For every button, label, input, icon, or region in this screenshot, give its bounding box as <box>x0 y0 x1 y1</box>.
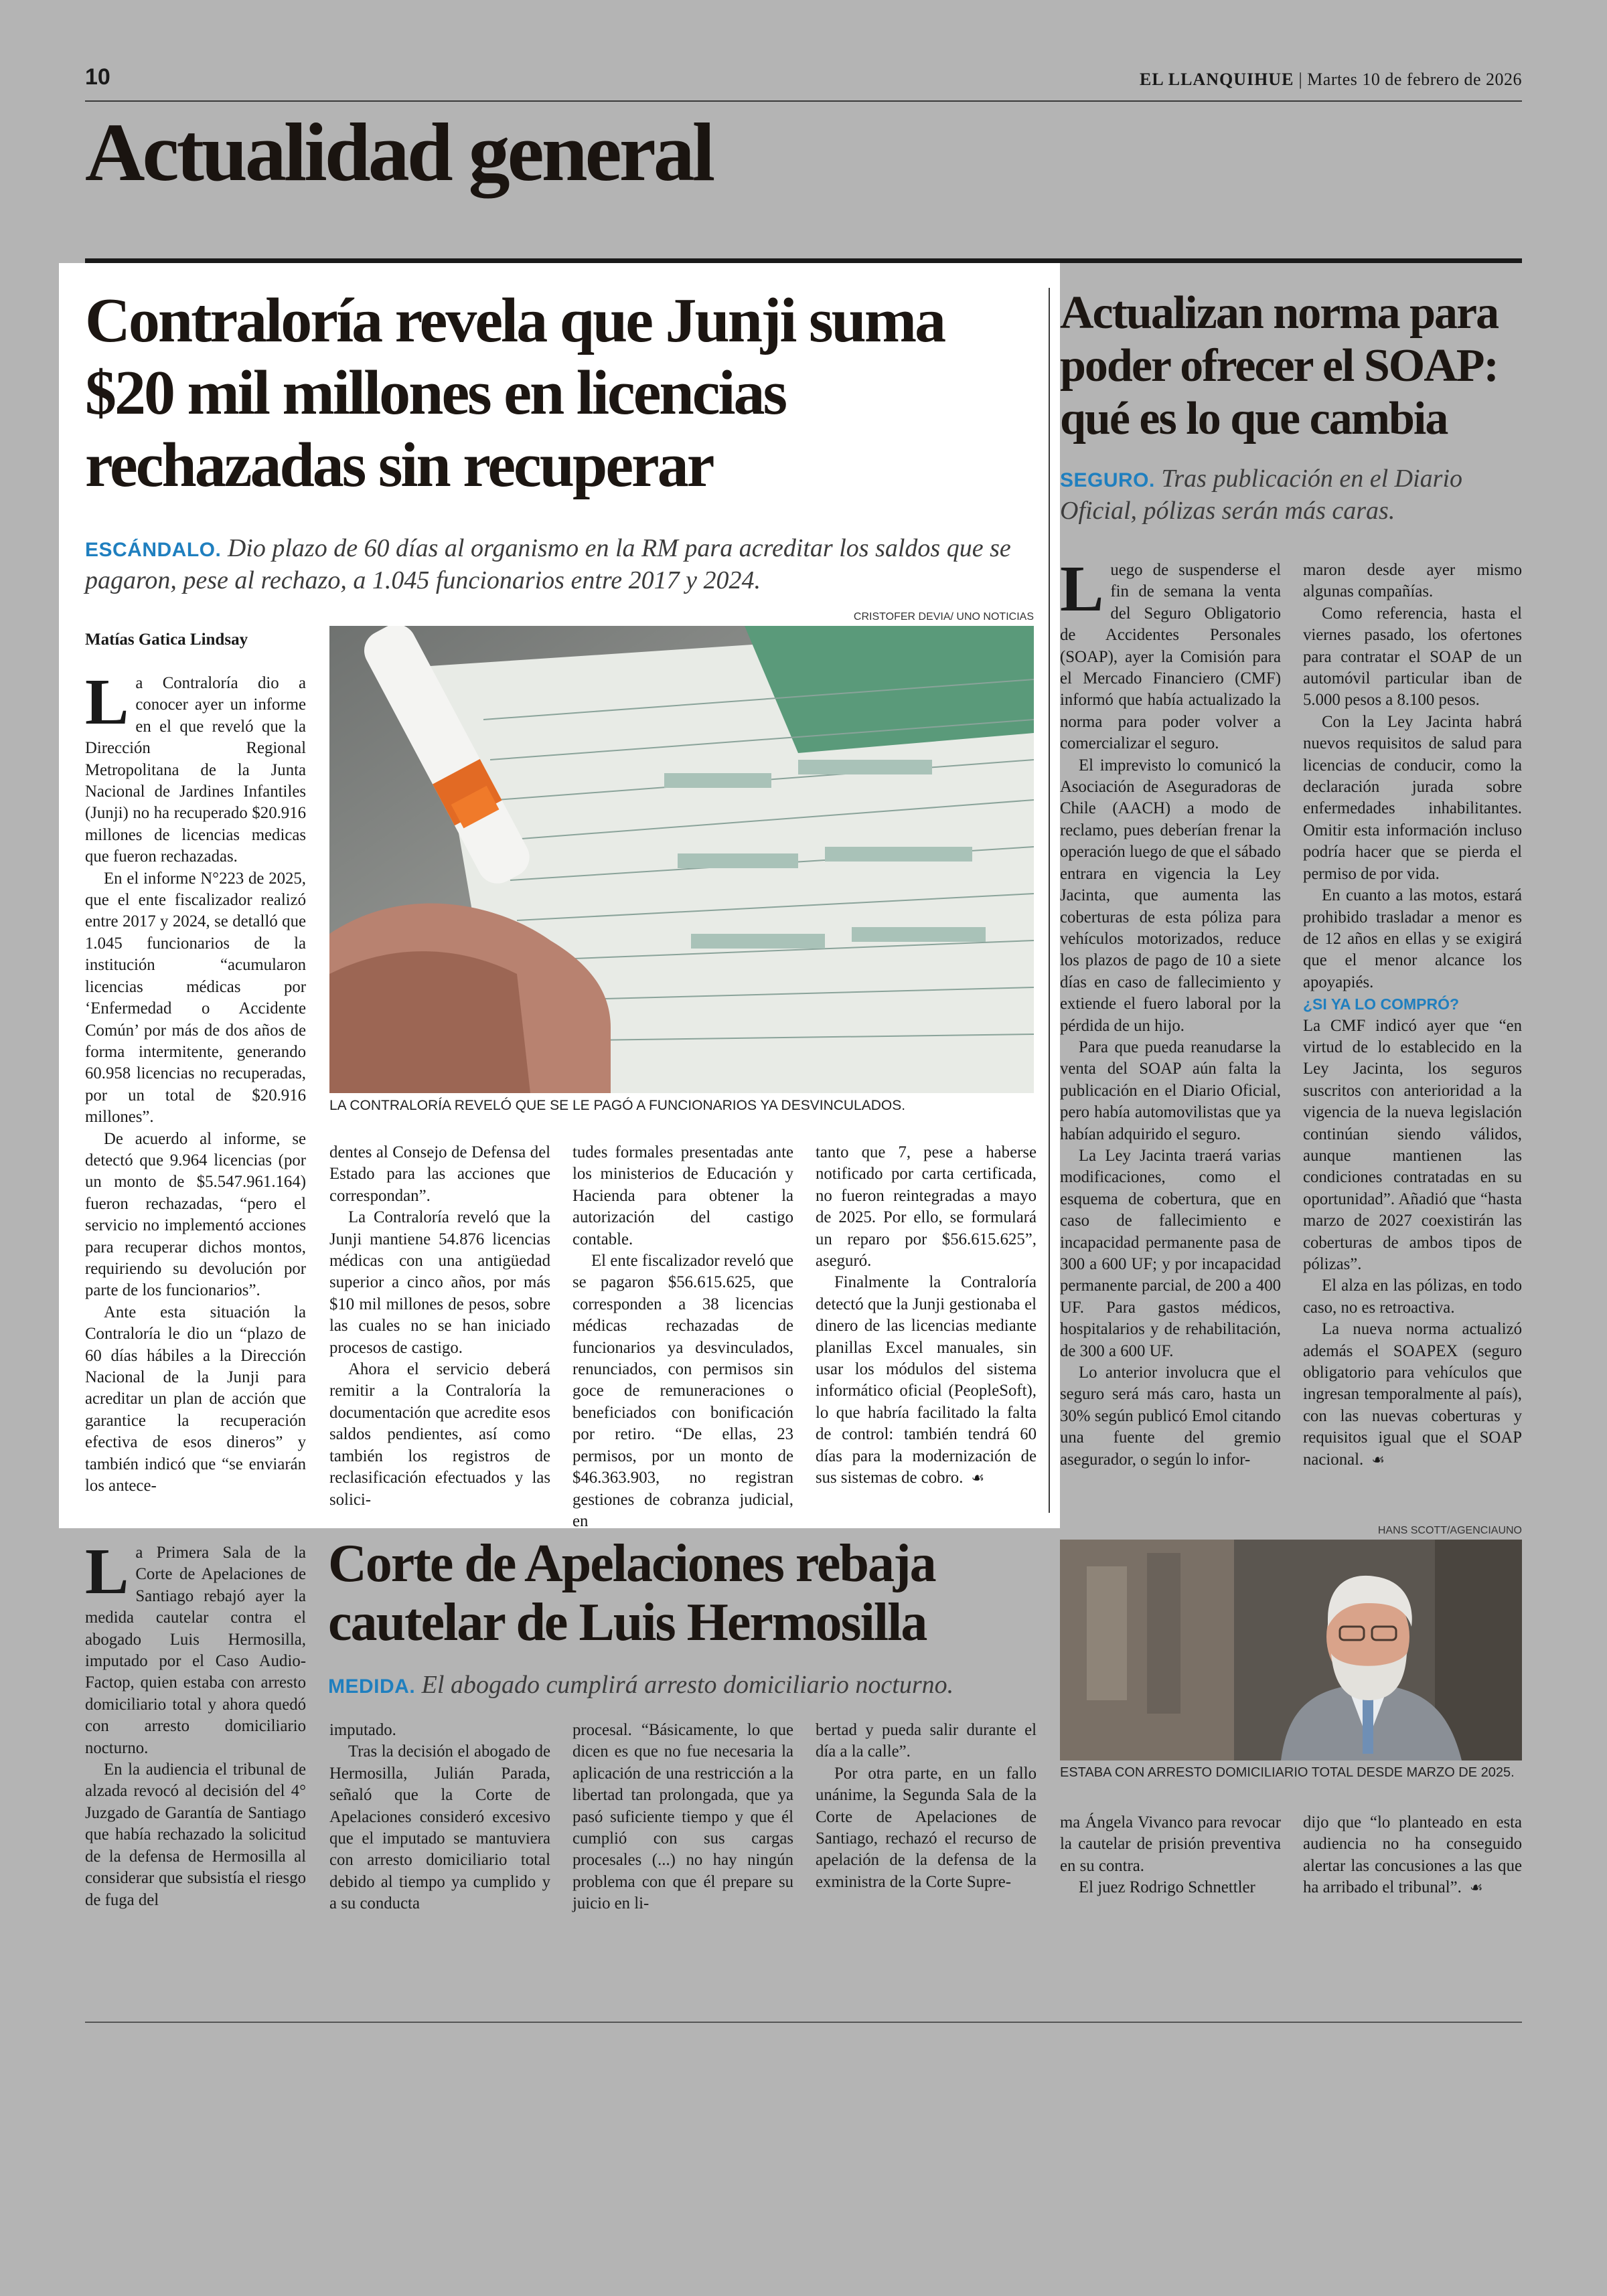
soap-subhead: ¿SI YA LO COMPRÓ? <box>1303 995 1460 1013</box>
junji-paragraph <box>816 1272 1037 1489</box>
hermosilla-column-6 <box>1303 1812 1522 1900</box>
soap-column-2 <box>1303 560 1522 1471</box>
hermosilla-column-2 <box>329 1720 550 1915</box>
paragraph-text: dijo que “lo planteado en esta audiencia no ha conseguido alertar las concusiones a las que ha arribado el tribunal”. <box>1303 1813 1522 1897</box>
soap-deck <box>1060 463 1522 527</box>
hermosilla-headline: Corte de Apelaciones rebaja cautelar de Luis Hermosilla <box>328 1534 935 1652</box>
soap-paragraph: La Ley Jacinta traerá varias modificaciones, como el esquema de cobertura, que en caso de fallecimiento e incapacidad permanente pasa de 300 a 600 UF; y por incapacidad permanente parcial, de 200 a 400 UF. Para gastos médicos, hospitalarios y de rehabilitación, de 300 a 600 UF. <box>1060 1146 1281 1360</box>
hermosilla-photo-image <box>1060 1540 1522 1760</box>
junji-paragraph <box>85 666 306 868</box>
paragraph-text: a Contraloría dio a conocer ayer un informe en el que reveló que la Dirección Regional Metropolitana de la Junta Nacional de Jardines Infantiles (Junji) no ha recuperado $20.916 millones de licencias medicas que fueron rechazadas. <box>85 674 306 866</box>
page-number: 10 <box>85 64 110 90</box>
hermosilla-deck <box>328 1669 1051 1702</box>
junji-paragraph: En el informe N°223 de 2025, que el ente fiscalizador realizó entre 2017 y 2024, se detalló que 1.045 funcionarios de la institución “acumularon licencias médicas por ‘Enfermedad o Accidente Común’ por más de dos años de forma intermitente, generando 60.958 licencias no recuperadas, por un total de $20.916 millones”. <box>85 869 306 1127</box>
issue-date: Martes 10 de febrero de 2026 <box>1307 70 1522 89</box>
junji-paragraph: De acuerdo al informe, se detectó que 9.964 licencias (por un monto de $5.547.961.164) fueron rechazadas, “pero el servicio no implementó acciones para recuperar dichos montos, requiriendo su devolución por parte de los funcionarios”. <box>85 1129 306 1300</box>
drop-cap: L <box>85 666 129 738</box>
end-of-article-icon: ☙ <box>1371 1451 1385 1469</box>
byline: Matías Gatica Lindsay <box>85 631 248 649</box>
junji-column-3 <box>572 1142 793 1532</box>
newspaper-name: EL LLANQUIHUE <box>1139 70 1294 89</box>
hermosilla-paragraph: En la audiencia el tribunal de alzada revocó al decisión del 4° Juzgado de Garantía de Santiago que había rechazado la solicitud de la defensa de Hermosilla al considerar que subsistía el riesgo de fuga del <box>85 1760 306 1909</box>
junji-paragraph: Ahora el servicio deberá remitir a la Contraloría la documentación que acredite esos saldos pendientes, así como también los registros de reclasificación efectuados y las solici- <box>329 1360 550 1509</box>
drop-cap: L <box>1060 553 1104 625</box>
hermosilla-column-5 <box>1060 1812 1281 1899</box>
soap-paragraph: Como referencia, hasta el viernes pasado, los ofertones para contratar el SOAP de un automóvil particular iban de 5.000 pesos a 8.100 pesos. <box>1303 604 1522 710</box>
soap-headline: Actualizan norma para poder ofrecer el SOAP: qué es lo que cambia <box>1060 287 1499 445</box>
soap-paragraph <box>1060 553 1281 755</box>
hermosilla-photo <box>1060 1540 1522 1760</box>
soap-paragraph: Con la Ley Jacinta habrá nuevos requisitos de salud para licencias de conducir, como la declaración jurada sobre enfermedades inhabilitantes. Omitir esta información incluso podría hacer que se pierda el permiso de por vida. <box>1303 712 1522 883</box>
hermosilla-column-3 <box>572 1720 793 1915</box>
section-title: Actualidad general <box>85 106 713 198</box>
hermosilla-paragraph: procesal. “Básicamente, lo que dicen es que no fue necesaria la aplicación de una restricción a la libertad tan prolongada, que ya pasó suficiente tiempo y que él cumplió con sus cargas procesales (...) no hay ningún problema con que él prepare su juicio en li- <box>572 1721 793 1913</box>
header-rule <box>85 100 1522 102</box>
hermosilla-paragraph <box>85 1536 306 1759</box>
junji-deck <box>85 533 1043 596</box>
hermosilla-kicker: MEDIDA. <box>328 1675 416 1698</box>
junji-paragraph: El ente fiscalizador reveló que se pagaron $56.615.625, que corresponden a 38 licencias médicas rechazadas de funcionarios ya desvinculados, renunciados, con permisos sin goce de remuneraciones o beneficiados con bonificación por retiro. “De ellas, 23 permisos, por un monto de $46.363.903, no registran gestiones de cobranza judicial, en <box>572 1252 793 1530</box>
hermosilla-paragraph: bertad y pueda salir durante el día a la calle”. <box>816 1721 1037 1761</box>
soap-column-1 <box>1060 553 1281 1471</box>
paragraph-text: uego de suspenderse el fin de semana la venta del Seguro Obligatorio de Accidentes Personales (SOAP), ayer la Comisión para el Mercado Financiero (CMF) informó que había actualizado la norma para poder volver a comercializar el seguro. <box>1060 561 1281 753</box>
soap-deck-text: Tras publicación en el Diario Oficial, pólizas serán más caras. <box>1060 465 1463 525</box>
soap-paragraph: En cuanto a las motos, estará prohibido trasladar a menor es de 12 años en ellas y se exigirá que el menor alcance los apoyapiés. <box>1303 886 1522 991</box>
junji-paragraph: La Contraloría reveló que la Junji mantiene 54.876 licencias médicas con una antigüedad superior a cinco años, por más $10 mil millones de pesos, sobre las cuales no se han iniciado procesos de castigo. <box>329 1208 550 1357</box>
end-of-article-icon: ☙ <box>1469 1880 1483 1897</box>
hermosilla-paragraph: ma Ángela Vivanco para revocar la cautelar de prisión preventiva en su contra. <box>1060 1813 1281 1875</box>
junji-paragraph: Ante esta situación la Contraloría le dio un “plazo de 60 días hábiles a la Dirección Nacional de la Junji para acreditar un plan de acción que garantice la recuperación efectiva de esos dineros” y también indicó que “se enviarán los antece- <box>85 1303 306 1495</box>
licencias-photo-image <box>329 626 1034 1093</box>
hermosilla-paragraph: Tras la decisión el abogado de Hermosilla, Julián Parada, señaló que la Corte de Apelaciones consideró excesivo que el imputado se mantuviera con arresto domiciliario total debido al tiempo ya cumplido y a su conducta <box>329 1742 550 1913</box>
hermosilla-column-1 <box>85 1536 306 1911</box>
soap-paragraph: La CMF indicó ayer que “en virtud de lo establecido en la Ley Jacinta, los seguros suscritos con anterioridad a la vigencia de la nueva legislación continúan siendo válidos, aunque mantienen las condiciones contratadas en su oportunidad”. Añadió que “hasta marzo de 2027 coexistirán las coberturas de ambos tipos de pólizas”. <box>1303 1016 1522 1273</box>
licencias-photo <box>329 626 1034 1093</box>
soap-paragraph: El alza en las pólizas, en todo caso, no es retroactiva. <box>1303 1277 1522 1317</box>
junji-deck-text: Dio plazo de 60 días al organismo en la RM para acreditar los saldos que se pagaron, pese al rechazo, a 1.045 funcionarios entre 2017 y 2024. <box>85 534 1011 594</box>
junji-paragraph: tudes formales presentadas ante los ministerios de Educación y Hacienda para obtener la autorización del castigo contable. <box>572 1143 793 1248</box>
paragraph-text: La nueva norma actualizó además el SOAPEX (seguro obligatorio para vehículos que ingresan temporalmente al país), con las nuevas coberturas y requisitos igual que el SOAP nacional. <box>1303 1320 1522 1469</box>
masthead: EL LLANQUIHUE | Martes 10 de febrero de 2026 <box>1139 70 1522 89</box>
photo-caption: LA CONTRALORÍA REVELÓ QUE SE LE PAGÓ A FUNCIONARIOS YA DESVINCULADOS. <box>329 1098 906 1113</box>
paragraph-text: Finalmente la Contraloría detectó que la Junji gestionaba el dinero de las licencias mediante planillas Excel manuales, sin usar los módulos del sistema informático oficial (PeopleSoft), lo que habría facilitado la falta de control: también tendrá 60 días para la modernización de sus sistemas de cobro. <box>816 1273 1037 1487</box>
junji-paragraph: tanto que 7, pese a haberse notificado por carta certificada, no fueron reintegradas a mayo de 2025. Por ello, se formulará un reparo por $56.615.625”, aseguró. <box>816 1143 1037 1270</box>
end-of-article-icon: ☙ <box>971 1470 985 1487</box>
column-separator <box>1049 288 1050 1513</box>
hermosilla-paragraph: El juez Rodrigo Schnettler <box>1079 1878 1255 1897</box>
photo-caption: ESTABA CON ARRESTO DOMICILIARIO TOTAL DESDE MARZO DE 2025. <box>1060 1765 1515 1780</box>
soap-paragraph: Lo anterior involucra que el seguro será más caro, hasta un 30% según publicó Emol citando una fuente del gremio asegurador, o según lo infor- <box>1060 1364 1281 1469</box>
soap-paragraph: Para que pueda reanudarse la venta del SOAP aún falta la publicación en el Diario Oficial, pero había automovilistas que ya habían adquirido el seguro. <box>1060 1038 1281 1143</box>
drop-cap: L <box>85 1536 129 1608</box>
hermosilla-column-4 <box>816 1720 1037 1893</box>
hermosilla-paragraph <box>1303 1812 1522 1900</box>
hermosilla-deck-text: El abogado cumplirá arresto domiciliario nocturno. <box>421 1671 954 1699</box>
hermosilla-paragraph: Por otra parte, en un fallo unánime, la Segunda Sala de la Corte de Apelaciones de Santiago, rechazó el recurso de apelación de la defensa de la exministra de la Corte Supre- <box>816 1764 1037 1891</box>
soap-paragraph: maron desde ayer mismo algunas compañías. <box>1303 561 1522 601</box>
soap-paragraph: El imprevisto lo comunicó la Asociación de Aseguradoras de Chile (AACH) a modo de reclamo, pues deberían frenar la operación luego de que el sábado entrara en vigencia la Ley Jacinta, que aumenta las coberturas de esta póliza para vehículos motorizados, reduce los plazos de pago de 10 a siete días en caso de fallecimiento y extiende el fuero laboral por la pérdida de un hijo. <box>1060 756 1281 1035</box>
junji-kicker: ESCÁNDALO. <box>85 539 222 561</box>
junji-column-1 <box>85 666 306 1497</box>
photo-credit: CRISTOFER DEVIA/ UNO NOTICIAS <box>853 611 1034 623</box>
soap-paragraph <box>1303 1319 1522 1471</box>
junji-paragraph: dentes al Consejo de Defensa del Estado para las acciones que correspondan”. <box>329 1143 550 1205</box>
soap-kicker: SEGURO. <box>1060 469 1155 491</box>
junji-headline: Contraloría revela que Junji suma $20 mil millones en licencias rechazadas sin recuperar <box>85 286 945 501</box>
footer-rule <box>85 2022 1522 2023</box>
hermosilla-paragraph: imputado. <box>329 1721 396 1739</box>
junji-column-2 <box>329 1142 550 1511</box>
photo-credit: HANS SCOTT/AGENCIAUNO <box>1377 1525 1522 1536</box>
section-rule <box>85 258 1522 263</box>
paragraph-text: a Primera Sala de la Corte de Apelaciones de Santiago rebajó ayer la medida cautelar contra el abogado Luis Hermosilla, imputado por el Caso Audio- Factop, quien estaba con arresto domiciliario total y ahora quedó con arresto domiciliario nocturno. <box>85 1544 306 1757</box>
junji-column-4 <box>816 1142 1037 1490</box>
